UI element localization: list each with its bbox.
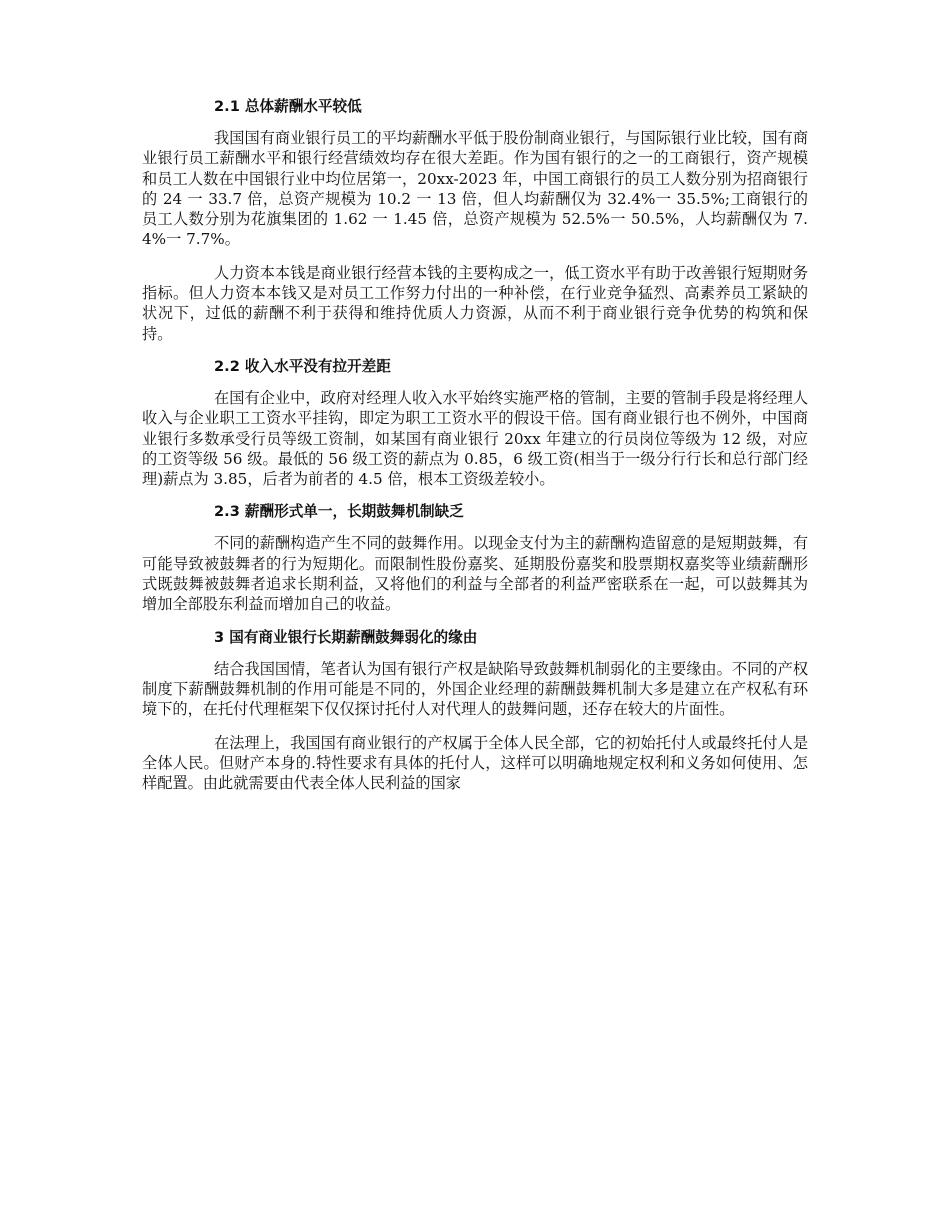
section-2-1	[142, 97, 808, 344]
section-2-3	[142, 502, 808, 614]
section-3	[142, 628, 808, 794]
section-heading: 3 国有商业银行长期薪酬鼓舞弱化的缘由	[214, 628, 478, 646]
paragraph: 在国有企业中，政府对经理人收入水平始终实施严格的管制，主要的管制手段是将经理人收入与企业职工工资水平挂钩，即定为职工工资水平的假设干倍。国有商业银行也不例外，中国商业银行多数承受行员等级工资制，如某国有商业银行 20xx 年建立的行员岗位等级为 12 级，对应的工资等级 56 级。最低的 56 级工资的薪点为 0.85，6 级工资(相当于一级分行行长和总行部门经理)薪点为 3.85，后者为前者的 4.5 倍，根本工资级差较小。	[142, 388, 808, 489]
section-heading: 2.2 收入水平没有拉开差距	[214, 357, 391, 375]
paragraph: 人力资本本钱是商业银行经营本钱的主要构成之一，低工资水平有助于改善银行短期财务指标。但人力资本本钱又是对员工工作努力付出的一种补偿，在行业竞争猛烈、高素养员工紧缺的状况下，过低的薪酬不利于获得和维持优质人力资源，从而不利于商业银行竞争优势的构筑和保持。	[142, 263, 808, 343]
section-heading: 2.1 总体薪酬水平较低	[214, 98, 362, 115]
paragraph: 不同的薪酬构造产生不同的鼓舞作用。以现金支付为主的薪酬构造留意的是短期鼓舞，有可能导致被鼓舞者的行为短期化。而限制性股份嘉奖、延期股份嘉奖和股票期权嘉奖等业绩薪酬形式既鼓舞被鼓舞者追求长期利益，又将他们的利益与全部者的利益严密联系在一起，可以鼓舞其为增加全部股东利益而增加自己的收益。	[142, 534, 808, 614]
paragraph: 在法理上，我国国有商业银行的产权属于全体人民全部，它的初始托付人或最终托付人是全体人民。但财产本身的.特性要求有具体的托付人，这样可以明确地规定权利和义务如何使用、怎样配置。由此就需要由代表全体人民利益的国家	[142, 733, 808, 793]
paragraph: 结合我国国情，笔者认为国有银行产权是缺陷导致鼓舞机制弱化的主要缘由。不同的产权制度下薪酬鼓舞机制的作用可能是不同的，外国企业经理的薪酬鼓舞机制大多是建立在产权私有环境下的，在托付代理框架下仅仅探讨托付人对代理人的鼓舞问题，还存在较大的片面性。	[142, 659, 808, 719]
section-heading: 2.3 薪酬形式单一，长期鼓舞机制缺乏	[214, 503, 464, 521]
paragraph: 我国国有商业银行员工的平均薪酬水平低于股份制商业银行，与国际银行业比较，国有商业银行员工薪酬水平和银行经营绩效均存在很大差距。作为国有银行的之一的工商银行，资产规模和员工人数在中国银行业中均位居第一，20xx-2023 年，中国工商银行的员工人数分别为招商银行的 24 一 33.7 倍，总资产规模为 10.2 一 13 倍，但人均薪酬仅为 32.4%一 35.5%;工商银行的员工人数分别为花旗集团的 1.62 一 1.45 倍，总资产规模为 52.5%一 50.5%，人均薪酬仅为 7.4%一 7.7%。	[142, 129, 808, 249]
section-2-2	[142, 357, 808, 489]
document-body	[142, 97, 808, 793]
